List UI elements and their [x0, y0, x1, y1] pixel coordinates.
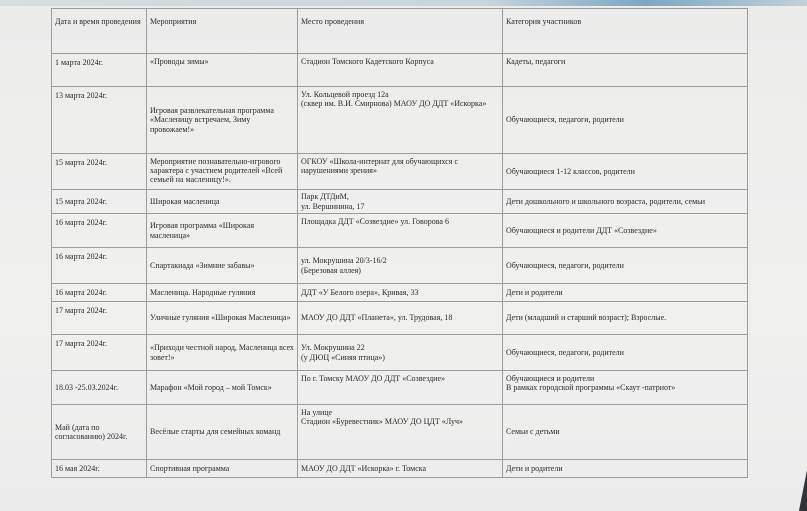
cell-event: Масленица. Народные гуляния — [147, 284, 298, 302]
cell-participants — [503, 335, 748, 371]
cell-date: 17 марта 2024г. — [52, 302, 147, 335]
table-row — [52, 302, 748, 335]
events-table — [51, 8, 748, 478]
cell-event: Игровая программа «Широкая масленица» — [147, 214, 298, 248]
cell-date: 16 марта 2024г. — [52, 248, 147, 284]
cell-participants — [503, 405, 748, 460]
cell-place — [298, 405, 503, 460]
place-line: Стадион Томского Кадетского Корпуса — [301, 57, 434, 66]
table-row — [52, 54, 748, 87]
cell-event: Широкая масленица — [147, 190, 298, 214]
cell-date: 16 мая 2024г. — [52, 460, 147, 478]
cell-participants — [503, 190, 748, 214]
place-line: ДДТ «У Белого озера», Кривая, 33 — [301, 287, 419, 297]
table-row — [52, 190, 748, 214]
place-line: Ул. Мокрушина 22 — [301, 343, 365, 353]
cell-place — [298, 284, 503, 302]
cell-place — [298, 54, 503, 87]
place-line: Ул. Кольцевой проезд 12а — [301, 90, 389, 99]
participants-line: Обучающиеся, педагоги, родители — [506, 260, 624, 270]
table-row — [52, 335, 748, 371]
header-date: Дата и время проведения — [52, 9, 147, 54]
place-line: (Березовая аллея) — [301, 265, 361, 275]
cell-place — [298, 302, 503, 335]
participants-line: В рамках городской программы «Скаут -патриот» — [506, 383, 676, 393]
top-edge — [0, 0, 807, 6]
table-row — [52, 405, 748, 460]
table-row — [52, 214, 748, 248]
participants-line: Обучающиеся, педагоги, родители — [506, 347, 624, 357]
place-line: (сквер им. В.И. Смирнова) МАОУ ДО ДДТ «Искорка» — [301, 99, 487, 109]
cell-event: Мероприятие познавательно-игрового характера с участием родителей «Всей семьей на масленицу!». — [147, 154, 298, 190]
cell-participants — [503, 87, 748, 154]
table-row — [52, 154, 748, 190]
cell-participants — [503, 302, 748, 335]
cell-participants — [503, 214, 748, 248]
place-line: Парк ДТДиМ, — [301, 192, 349, 202]
table-row — [52, 248, 748, 284]
cell-event: Весёлые старты для семейных команд — [147, 405, 298, 460]
cell-event: «Приходи честной народ, Масленица всех зовет!» — [147, 335, 298, 371]
header-event: Мероприятия — [147, 9, 298, 54]
place-line: Площадка ДДТ «Созвездие» ул. Говорова 6 — [301, 217, 449, 226]
participants-line: Кадеты, педагоги — [506, 57, 566, 66]
place-line: По г. Томску МАОУ ДО ДДТ «Созвездие» — [301, 374, 445, 383]
cell-participants — [503, 371, 748, 405]
cell-event: «Проводы зимы» — [147, 54, 298, 87]
cell-date: 18.03 -25.03.2024г. — [52, 371, 147, 405]
place-line: МАОУ ДО ДДТ «Планета», ул. Трудовая, 18 — [301, 313, 453, 323]
participants-line: Обучающиеся и родители ДДТ «Созвездие» — [506, 225, 657, 235]
place-line: МАОУ ДО ДДТ «Искорка» г. Томска — [301, 463, 427, 473]
cell-event: Игровая развлекательная программа «Масленицу встречаем, Зиму провожаем!» — [147, 87, 298, 154]
cell-date: 1 марта 2024г. — [52, 54, 147, 87]
participants-line: Дети и родители — [506, 287, 563, 297]
cell-date: 16 марта 2024г. — [52, 284, 147, 302]
cell-date: 17 марта 2024г. — [52, 335, 147, 371]
participants-line: Дети и родители — [506, 463, 563, 473]
cell-event: Спартакиада «Зимние забавы» — [147, 248, 298, 284]
cell-place — [298, 214, 503, 248]
cell-place — [298, 190, 503, 214]
participants-line: Дети дошкольного и школьного возраста, родители, семьи — [506, 196, 706, 206]
participants-line: Обучающиеся, педагоги, родители — [506, 115, 624, 125]
cell-place — [298, 335, 503, 371]
cell-date: 13 марта 2024г. — [52, 87, 147, 154]
place-line: На улице — [301, 408, 333, 417]
cell-date: 16 марта 2024г. — [52, 214, 147, 248]
place-line: ул. Вершинина, 17 — [301, 201, 365, 211]
cell-place — [298, 154, 503, 190]
cell-participants — [503, 54, 748, 87]
cell-event: Марафон «Мой город – мой Томск» — [147, 371, 298, 405]
cell-date: 15 марта 2024г. — [52, 190, 147, 214]
participants-line: Семьи с детьми — [506, 427, 560, 437]
participants-line: Обучающиеся 1-12 классов, родители — [506, 166, 635, 176]
cell-event: Уличные гуляния «Широкая Масленица» — [147, 302, 298, 335]
table-row — [52, 87, 748, 154]
cell-participants — [503, 154, 748, 190]
header-place: Место проведения — [298, 9, 503, 54]
cell-participants — [503, 460, 748, 478]
place-line: ОГКОУ «Школа-интернат для обучающихся с нарушениями зрения» — [301, 157, 458, 176]
participants-line: Обучающиеся и родители — [506, 374, 595, 383]
cell-date: Май (дата по согласованию) 2024г. — [52, 405, 147, 460]
cell-place — [298, 248, 503, 284]
table-row — [52, 371, 748, 405]
place-line: (у ДЮЦ «Синяя птица») — [301, 352, 385, 362]
cell-participants — [503, 284, 748, 302]
place-line: ул. Мокрушина 20/3-16/2 — [301, 256, 387, 266]
table-row — [52, 284, 748, 302]
cell-place — [298, 87, 503, 154]
cell-participants — [503, 248, 748, 284]
place-line: Стадион «Буревестник» МАОУ ДО ЦДТ «Луч» — [301, 417, 464, 427]
participants-line: Дети (младший и старший возраст); Взрослые. — [506, 313, 667, 323]
cell-place — [298, 460, 503, 478]
cell-date: 15 марта 2024г. — [52, 154, 147, 190]
cell-place — [298, 371, 503, 405]
cell-event: Спортивная программа — [147, 460, 298, 478]
table-row — [52, 460, 748, 478]
table-header-row — [52, 9, 748, 54]
header-participants: Категория участников — [503, 9, 748, 54]
